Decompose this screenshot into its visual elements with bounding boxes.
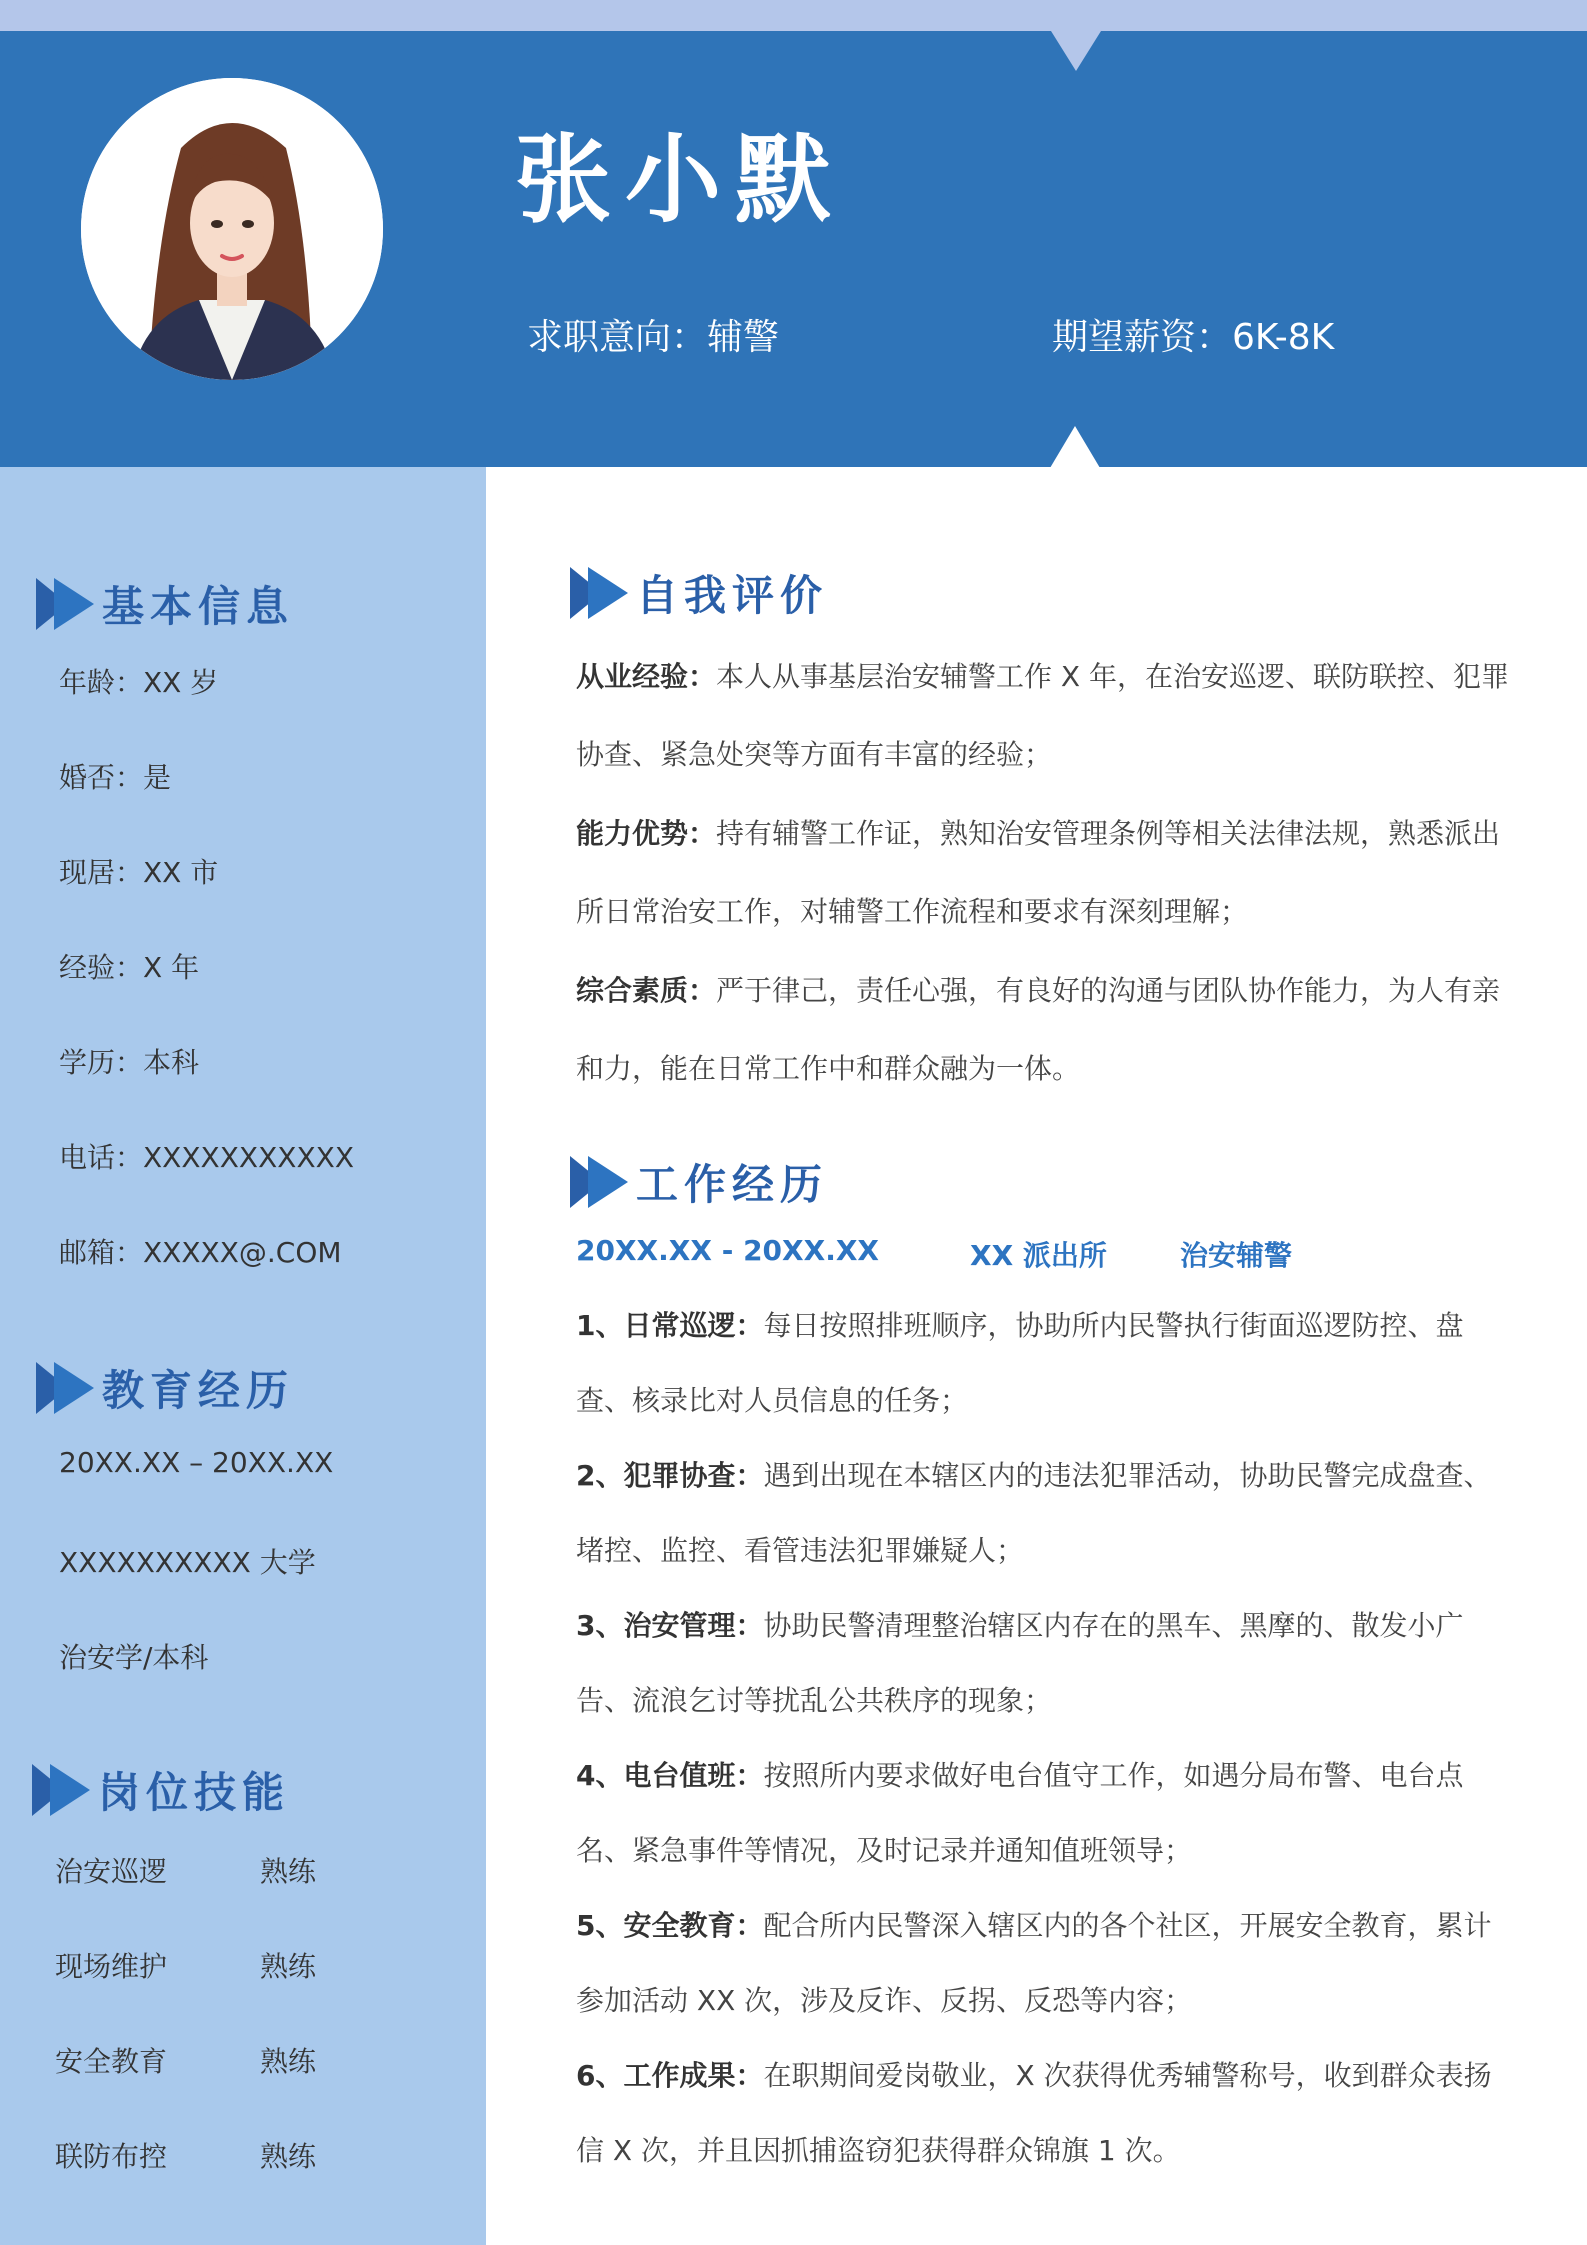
work-period: 20XX.XX - 20XX.XX <box>576 1234 880 1267</box>
skill-name: 联防布控 <box>55 2140 168 2173</box>
work-duty-text: 在职期间爱岗敬业，X 次获得优秀辅警称号，收到群众表扬信 X 次，并且因抓捕盗窃犯获得群众锦旗 1 次。 <box>576 2059 1492 2167</box>
self-eval-text: 严于律己，责任心强，有良好的沟通与团队协作能力，为人有亲和力，能在日常工作中和群众融为一体。 <box>576 974 1501 1085</box>
section-arrow-icon <box>36 1362 94 1414</box>
basic-info-marital: 婚否：是 <box>59 761 172 794</box>
self-eval-experience <box>576 638 1516 794</box>
work-duty-text: 每日按照排班顺序，协助所内民警执行街面巡逻防控、盘查、核录比对人员信息的任务； <box>576 1309 1464 1417</box>
work-duty-label: 4、电台值班： <box>576 1759 764 1792</box>
self-eval-label: 综合素质： <box>576 974 717 1007</box>
basic-info-residence: 现居：XX 市 <box>59 856 219 889</box>
work-duty-text: 遇到出现在本辖区内的违法犯罪活动，协助民警完成盘查、堵控、监控、看管违法犯罪嫌疑人； <box>576 1459 1492 1567</box>
skill-level: 熟练 <box>260 2045 317 2078</box>
skill-name: 安全教育 <box>55 2045 168 2078</box>
section-title: 自我评价 <box>636 571 829 620</box>
section-title: 岗位技能 <box>98 1768 291 1817</box>
work-role: 治安辅警 <box>1180 1239 1293 1272</box>
work-duty-text: 按照所内要求做好电台值守工作，如遇分局布警、电台点名、紧急事件等情况，及时记录并通知值班领导； <box>576 1759 1464 1867</box>
work-duty-text: 配合所内民警深入辖区内的各个社区，开展安全教育，累计参加活动 XX 次，涉及反诈、反拐、反恐等内容； <box>576 1909 1492 2017</box>
skill-name: 治安巡逻 <box>55 1855 168 1888</box>
self-eval-label: 能力优势： <box>576 817 717 850</box>
section-arrow-icon <box>32 1764 90 1816</box>
self-eval-label: 从业经验： <box>576 660 717 693</box>
work-duty-text: 协助民警清理整治辖区内存在的黑车、黑摩的、散发小广告、流浪乞讨等扰乱公共秩序的现象； <box>576 1609 1464 1717</box>
self-eval-text: 持有辅警工作证，熟知治安管理条例等相关法律法规，熟悉派出所日常治安工作，对辅警工作流程和要求有深刻理解； <box>576 817 1501 928</box>
top-strip <box>0 0 1587 31</box>
education-period: 20XX.XX – 20XX.XX <box>59 1446 334 1479</box>
self-eval-heading <box>570 563 828 623</box>
basic-info-education: 学历：本科 <box>59 1046 200 1079</box>
self-eval-quality <box>576 952 1516 1108</box>
work-duty-label: 1、日常巡逻： <box>576 1309 764 1342</box>
basic-info-age: 年龄：XX 岁 <box>59 666 219 699</box>
skills-heading <box>32 1760 290 1820</box>
work-duty-label: 3、治安管理： <box>576 1609 764 1642</box>
education-school: XXXXXXXXXX 大学 <box>59 1546 316 1579</box>
skill-level: 熟练 <box>260 2140 317 2173</box>
work-duty-label: 5、安全教育： <box>576 1909 764 1942</box>
header-notch-bottom <box>1050 426 1100 468</box>
basic-info-heading <box>36 574 294 634</box>
work-duty-6 <box>576 2038 1516 2188</box>
section-arrow-icon <box>36 578 94 630</box>
header-notch-top <box>1051 31 1101 71</box>
work-duty-2 <box>576 1438 1516 1588</box>
skill-name: 现场维护 <box>55 1950 168 1983</box>
work-duty-label: 6、工作成果： <box>576 2059 764 2092</box>
expected-salary: 期望薪资：6K-8K <box>1052 317 1335 358</box>
basic-info-experience: 经验：X 年 <box>59 951 200 984</box>
self-eval-text: 本人从事基层治安辅警工作 X 年，在治安巡逻、联防联控、犯罪协查、紧急处突等方面有丰富的经验； <box>576 660 1510 771</box>
avatar <box>81 78 383 380</box>
section-title: 基本信息 <box>102 582 295 631</box>
basic-info-phone: 电话：XXXXXXXXXXX <box>59 1141 354 1174</box>
avatar-illustration <box>81 78 383 380</box>
skill-level: 熟练 <box>260 1950 317 1983</box>
job-intent: 求职意向：辅警 <box>527 317 780 358</box>
basic-info-email: 邮箱：XXXXX@.COM <box>59 1236 342 1269</box>
education-major: 治安学/本科 <box>59 1641 209 1674</box>
section-arrow-icon <box>570 567 628 619</box>
candidate-name: 张小默 <box>515 124 845 236</box>
work-duty-3 <box>576 1588 1516 1738</box>
work-duty-5 <box>576 1888 1516 2038</box>
work-heading <box>570 1152 828 1212</box>
self-eval-strength <box>576 795 1516 951</box>
work-duty-label: 2、犯罪协查： <box>576 1459 764 1492</box>
skill-level: 熟练 <box>260 1855 317 1888</box>
work-organization: XX 派出所 <box>970 1239 1107 1272</box>
education-heading <box>36 1358 294 1418</box>
section-title: 工作经历 <box>636 1160 829 1209</box>
section-title: 教育经历 <box>102 1366 295 1415</box>
section-arrow-icon <box>570 1156 628 1208</box>
work-duty-1 <box>576 1288 1516 1438</box>
work-duty-4 <box>576 1738 1516 1888</box>
